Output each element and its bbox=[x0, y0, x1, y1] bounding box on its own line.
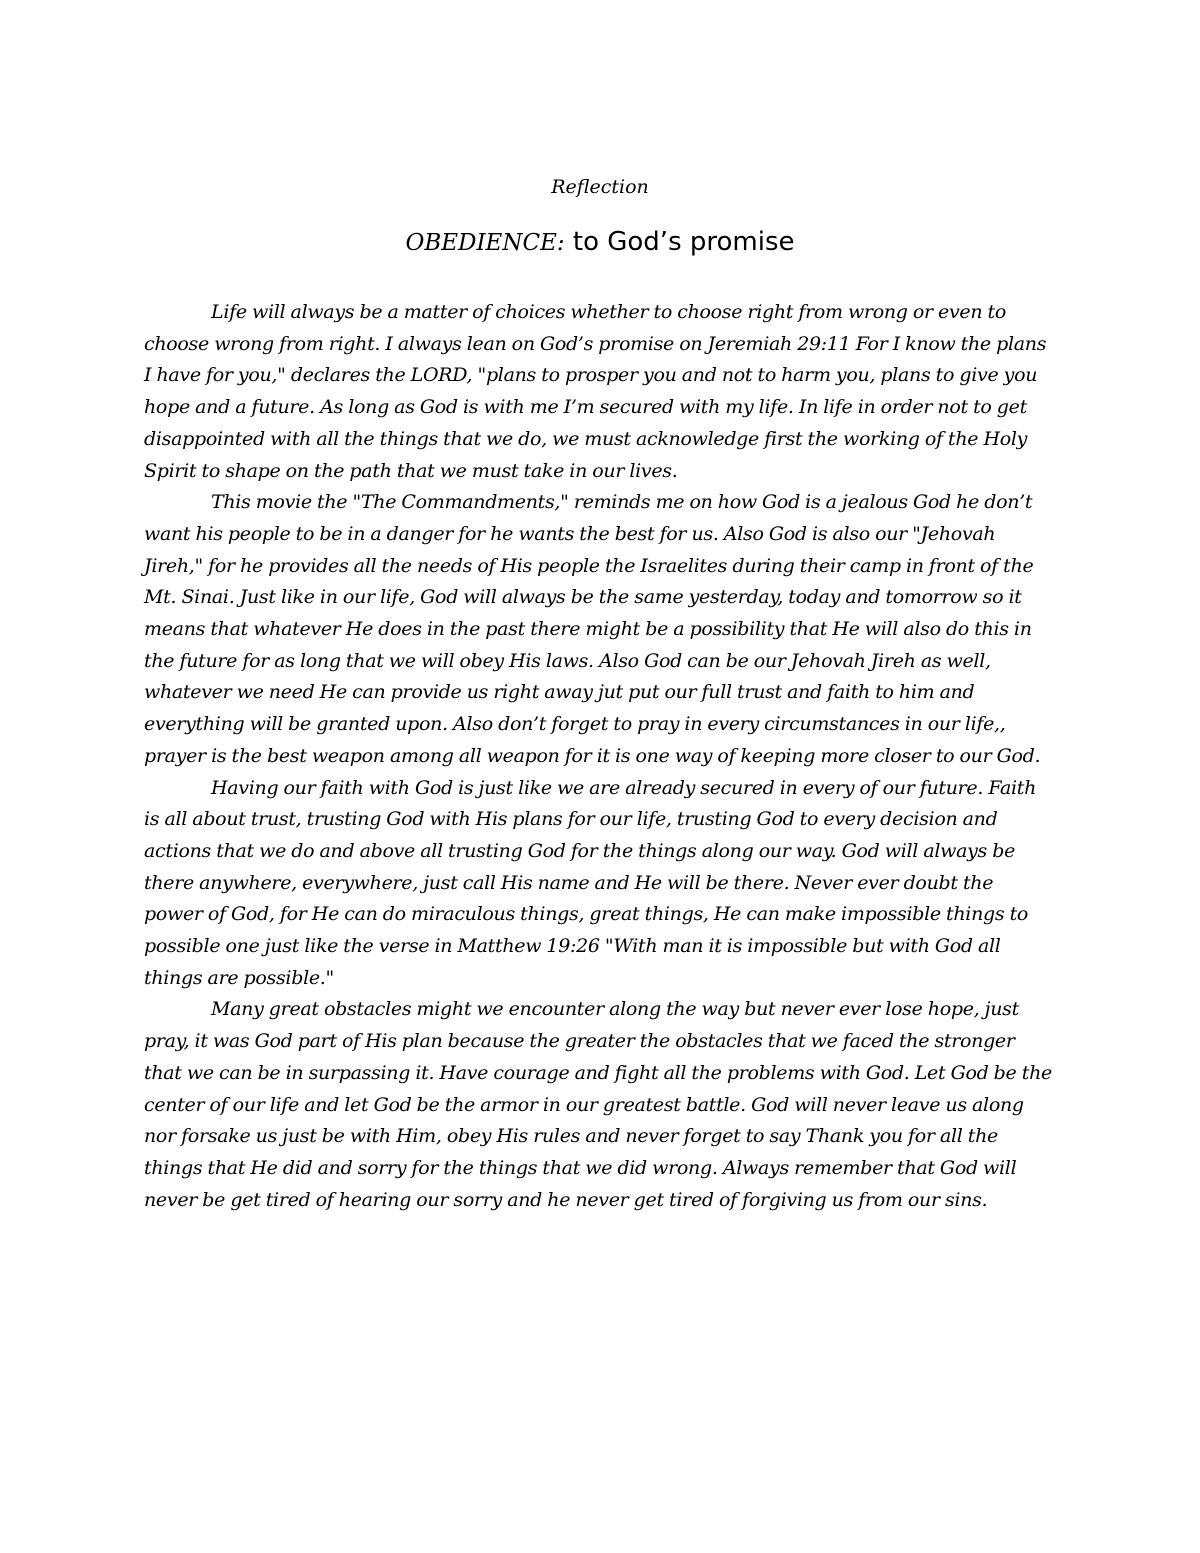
title-rest: to God’s promise bbox=[564, 227, 795, 257]
body-paragraph: This movie the "The Commandments," reminds me on how God is a jealous God he don’t want his people to be in a danger for he wants the best for us. Also God is also our "Jehovah Jireh," for he provides all the needs of His people the Israelites during their camp in front of the Mt. Sinai. Just like in our life, God will always be the same yesterday, today and tomorrow so it means that whatever He does in the past there might be a possibility that He will also do this in the future for as long that we will obey His laws. Also God can be our Jehovah Jireh as well, whatever we need He can provide us right away jut put our full trust and faith to him and everything will be granted upon. Also don’t forget to pray in every circumstances in our life,, prayer is the best weapon among all weapon for it is one way of keeping more closer to our God. bbox=[144, 491, 1041, 767]
document-header: Reflection bbox=[551, 176, 649, 198]
title-lead: OBEDIENCE: bbox=[405, 230, 565, 256]
body-paragraph: Having our faith with God is just like we are already secured in every of our future. Faith is all about trust, trusting God with His plans for our life, trusting God to every decision and actions that we do and above all trusting God for the things along our way. God will always be there anywhere, everywhere, just call His name and He will be there. Never ever doubt the power of God, for He can do miraculous things, great things, He can make impossible things to possible one just like the verse in Matthew 19:26 "With man it is impossible but with God all things are possible." bbox=[144, 776, 1037, 989]
body-paragraph: Life will always be a matter of choices whether to choose right from wrong or even to choose wrong from right. I always lean on God’s promise on Jeremiah 29:11 For I know the plans I have for you," declares the LORD, "plans to prosper you and not to harm you, plans to give you hope and a future. As long as God is with me I’m secured with my life. In life in order not to get disappointed with all the things that we do, we must acknowledge first the working of the Holy Spirit to shape on the path that we must take in our lives. bbox=[144, 301, 1047, 482]
body-paragraph: Many great obstacles might we encounter along the way but never ever lose hope, just pray, it was God part of His plan because the greater the obstacles that we faced the stronger that we can be in surpassing it. Have courage and fight all the problems with God. Let God be the center of our life and let God be the armor in our greatest battle. God will never leave us along nor forsake us just be with Him, obey His rules and never forget to say Thank you for all the things that He did and sorry for the things that we did wrong. Always remember that God will never be get tired of hearing our sorry and he never get tired of forgiving us from our sins. bbox=[144, 998, 1052, 1211]
document-body bbox=[144, 297, 1056, 1216]
document-title bbox=[0, 222, 1200, 263]
